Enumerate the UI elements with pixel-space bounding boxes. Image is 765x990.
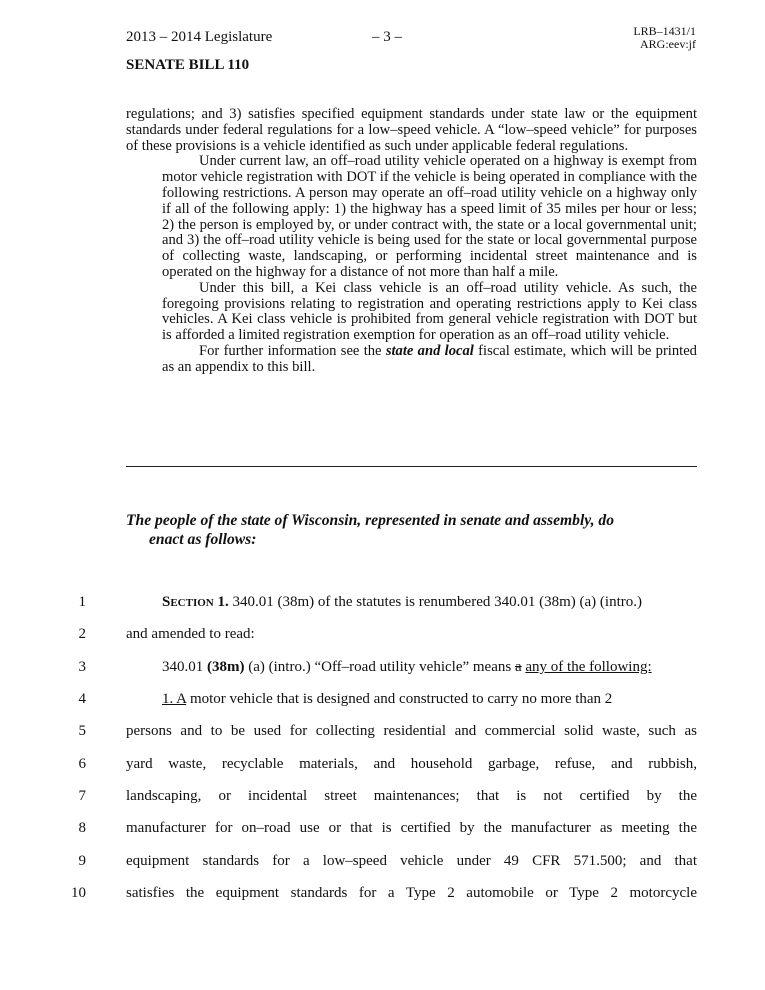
analysis-paragraph: regulations; and 3) satisfies specified equipment standards under state law or the equipment standards under federal regulations for a low–speed vehicle. A “low–speed vehicle” for purposes of these provisions is a vehicle identified as such under applicable federal regulations. [126, 106, 697, 154]
bill-line-4: 1. A motor vehicle that is designed and constructed to carry no more than 2 [162, 691, 613, 707]
enacting-clause-line: The people of the state of Wisconsin, represented in senate and assembly, do [126, 512, 615, 529]
analysis-paragraph: Under this bill, a Kei class vehicle is an off–road utility vehicle. As such, the foregoing provisions relating to registration and operating restrictions apply to Kei class vehicles. A Kei class vehicle is prohibited from general vehicle registration with DOT but is afforded a limited registration exemption for operation as an off–road utility vehicle. [162, 279, 697, 344]
inserted-text: any of the following: [525, 659, 652, 675]
bill-line-9: equipment standards for a low–speed vehicle under 49 CFR 571.500; and that [126, 853, 697, 869]
bill-line-8: manufacturer for on–road use or that is certified by the manufacturer as meeting the [126, 820, 697, 836]
page-number: – 3 – [372, 29, 402, 45]
section-heading: Section 1. [162, 594, 229, 610]
bill-line-5: persons and to be used for collecting residential and commercial solid waste, such as [126, 723, 697, 739]
line-number: 10 [71, 885, 86, 901]
lrb-block [633, 25, 696, 51]
line-number: 7 [78, 788, 86, 804]
inserted-text: 1. A [162, 691, 187, 707]
analysis-paragraph-fiscal: For further information see the state and local fiscal estimate, which will be printed as an appendix to this bill. [162, 342, 697, 375]
line-number: 4 [78, 691, 86, 707]
bill-line-7: landscaping, or incidental street maintenances; that is not certified by the [126, 788, 697, 804]
bill-line-2: and amended to read: [126, 626, 255, 642]
bill-title: SENATE BILL 110 [126, 57, 250, 73]
line-number: 6 [78, 756, 86, 772]
subsection-number: (38m) [207, 659, 245, 675]
analysis-text [126, 107, 697, 376]
line-number: 9 [78, 853, 86, 869]
analysis-divider [126, 466, 697, 467]
line-number: 3 [78, 659, 86, 675]
analysis-paragraph: Under current law, an off–road utility vehicle operated on a highway is exempt from motor vehicle registration with DOT if the vehicle is being operated in compliance with the following restrictions. A person may operate an off–road utility vehicle on a highway only if all of the following apply: 1) the highway has a speed limit of 35 miles per hour or less; 2) the person is employed by, or under contract with, the state or a local governmental unit; and 3) the off–road utility vehicle is being used for the state or local governmental purpose of collecting waste, landscaping, or performing incidental street maintenance and is operated on the highway for a distance of not more than half a mile. [162, 153, 697, 280]
line-number: 2 [78, 626, 86, 642]
bill-line-3: 340.01 (38m) (a) (intro.) “Off–road utility vehicle” means a any of the following: [162, 659, 652, 675]
bill-line-10: satisfies the equipment standards for a Type 2 automobile or Type 2 motorcycle [126, 885, 697, 901]
struck-text: a [514, 659, 522, 675]
fiscal-estimate-emphasis: state and local [385, 342, 474, 359]
drafter-code: ARG:eev:jf [640, 37, 696, 51]
lrb-number: LRB–1431/1 [633, 24, 696, 38]
line-number: 1 [78, 594, 86, 610]
bill-line-6: yard waste, recyclable materials, and household garbage, refuse, and rubbish, [126, 756, 697, 772]
enacting-clause-line: enact as follows: [149, 531, 257, 548]
session-label: 2013 – 2014 Legislature [126, 29, 273, 45]
bill-line-1: Section 1. 340.01 (38m) of the statutes is renumbered 340.01 (38m) (a) (intro.) [162, 594, 642, 610]
line-number: 8 [78, 820, 86, 836]
line-number: 5 [78, 723, 86, 739]
enacting-clause [126, 511, 706, 549]
